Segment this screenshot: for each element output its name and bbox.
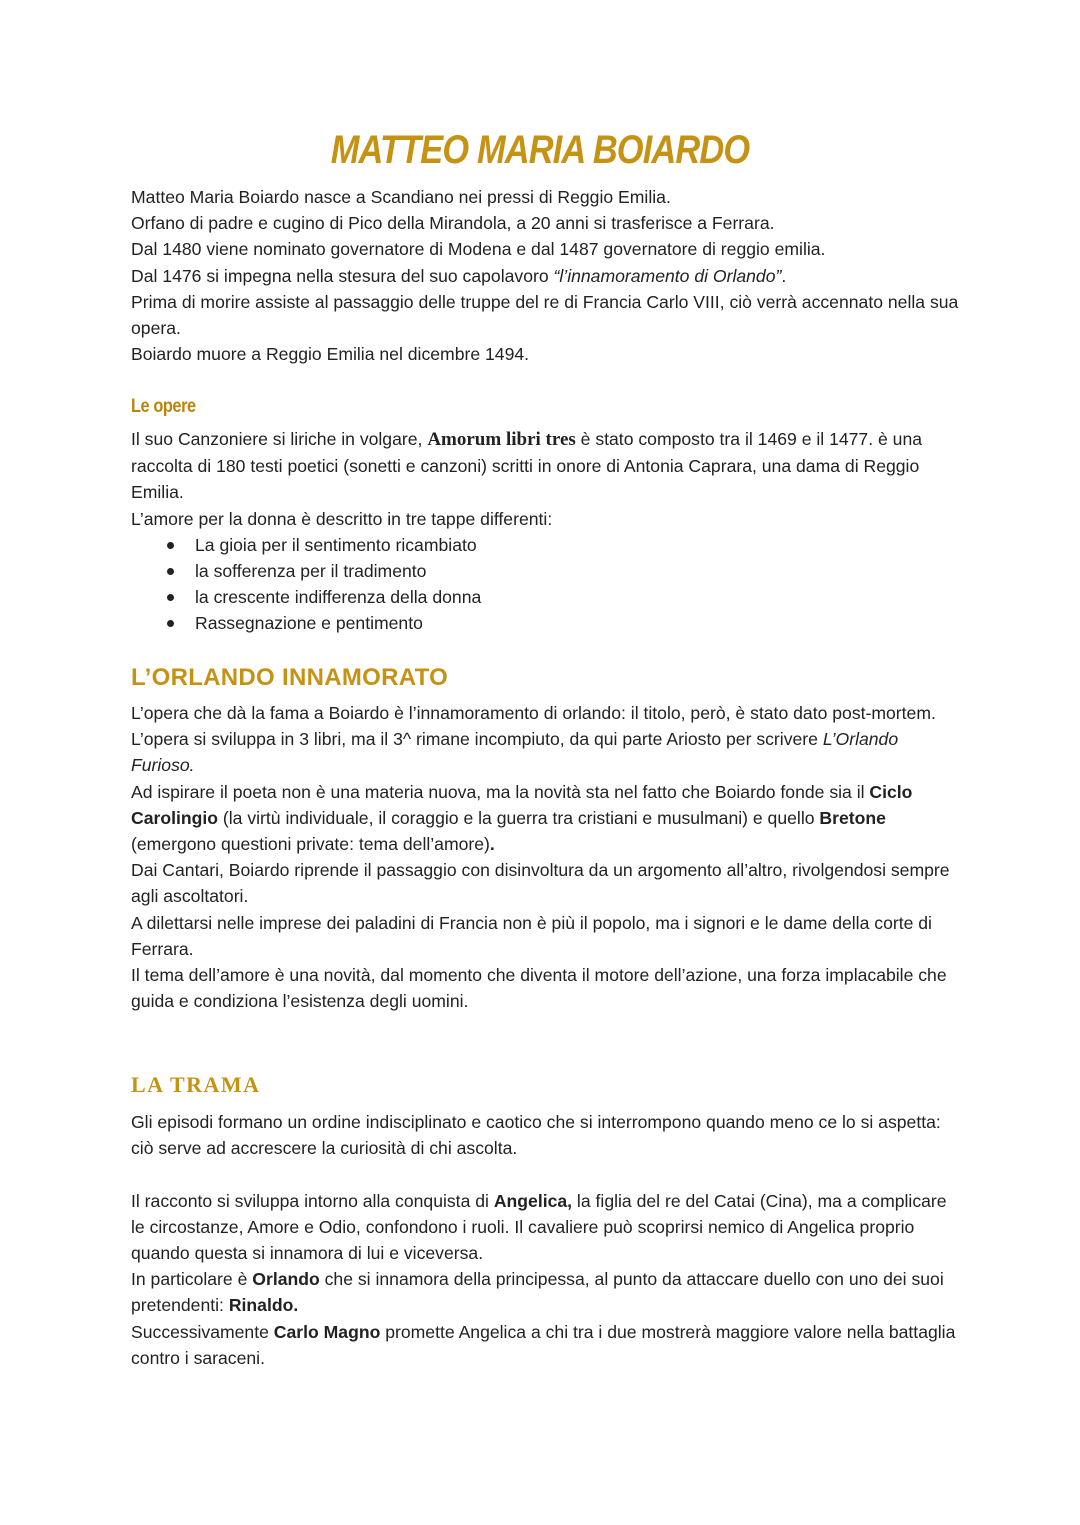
- bio-line: Matteo Maria Boiardo nasce a Scandiano nei pressi di Reggio Emilia.: [131, 187, 671, 207]
- bio-line: Boiardo muore a Reggio Emilia nel dicembre 1494.: [131, 344, 530, 365]
- paragraph: Il suo Canzoniere si liriche in volgare, Amorum libri tres è stato composto tra il 1469 e il 1477. è una raccolta di 180 testi poetici (sonetti e canzoni) scritti in onore di Antonia Caprara, una dama di Reggio Emilia.: [131, 429, 923, 503]
- bio-line: Dal 1476 si impegna nella stesura del suo capolavoro “l’innamoramento di Orlando”.: [131, 265, 787, 286]
- bullet-icon: [167, 594, 174, 601]
- paragraph: L’opera che dà la fama a Boiardo è l’innamoramento di orlando: il titolo, però, è stato dato post-mortem.: [131, 703, 936, 723]
- list-item: Rassegnazione e pentimento: [131, 610, 961, 636]
- paragraph: Il racconto si sviluppa intorno alla conquista di Angelica, la figlia del re del Catai (Cina), ma a complicare le circostanze, Amore e Odio, confondono i ruoli. Il cavaliere può scoprirsi nemico di Angelica proprio quando questa si innamora di lui e viceversa.: [131, 1190, 947, 1263]
- list-item: la sofferenza per il tradimento: [131, 558, 961, 584]
- section-heading-orlando: L’ORLANDO INNAMORATO: [131, 664, 449, 691]
- bio-line: Dal 1480 viene nominato governatore di Modena e dal 1487 governatore di reggio emilia.: [131, 239, 826, 260]
- list-item: La gioia per il sentimento ricambiato: [131, 532, 961, 558]
- paragraph: L’opera si sviluppa in 3 libri, ma il 3^ rimane incompiuto, da qui parte Ariosto per scrivere L’Orlando Furioso.: [131, 729, 899, 776]
- trama-section: [131, 1109, 961, 1371]
- work-title: L’Orlando Furioso.: [131, 729, 899, 776]
- list-item: la crescente indifferenza della donna: [131, 584, 961, 610]
- bio-section: [131, 184, 961, 367]
- work-title: “l’innamoramento di Orlando”: [553, 265, 782, 286]
- paragraph: Il tema dell’amore è una novità, dal momento che diventa il motore dell’azione, una forza implacabile che guida e condiziona l’esistenza degli uomini.: [131, 965, 947, 1012]
- paragraph: A dilettarsi nelle imprese dei paladini di Francia non è più il popolo, ma i signori e le dame della corte di Ferrara.: [131, 912, 932, 959]
- section-heading-trama: LA TRAMA: [131, 1072, 261, 1097]
- bio-line: Orfano di padre e cugino di Pico della Mirandola, a 20 anni si trasferisce a Ferrara.: [131, 213, 775, 234]
- orlando-section: [131, 700, 961, 1014]
- paragraph: Dai Cantari, Boiardo riprende il passaggio con disinvoltura da un argomento all’altro, rivolgendosi sempre agli ascoltatori.: [131, 860, 950, 907]
- paragraph: Successivamente Carlo Magno promette Angelica a chi tra i due mostrerà maggiore valore nella battaglia contro i saraceni.: [131, 1321, 956, 1368]
- work-title: Amorum libri tres: [427, 429, 576, 450]
- bullet-icon: [167, 568, 174, 575]
- paragraph-gap: [131, 1161, 961, 1187]
- bullet-icon: [167, 542, 174, 549]
- paragraph: L’amore per la donna è descritto in tre tappe differenti:: [131, 508, 553, 529]
- bio-line: Prima di morire assiste al passaggio delle truppe del re di Francia Carlo VIII, ciò verrà accennato nella sua opera.: [131, 291, 959, 339]
- opere-section: [131, 426, 961, 637]
- paragraph: In particolare è Orlando che si innamora della principessa, al punto da attaccare duello con uno dei suoi pretendenti: Rinaldo.: [131, 1269, 944, 1316]
- paragraph: Ad ispirare il poeta non è una materia nuova, ma la novità sta nel fatto che Boiardo fonde sia il Ciclo Carolingio (la virtù individuale, il coraggio e la guerra tra cristiani e musulmani) e quello Bretone (emergono questioni private: tema dell’amore).: [131, 781, 913, 855]
- bullet-icon: [167, 620, 174, 627]
- page-title: MATTEO MARIA BOIARDO: [330, 128, 750, 172]
- paragraph: Gli episodi formano un ordine indisciplinato e caotico che si interrompono quando meno ce lo si aspetta: ciò serve ad accrescere la curiosità di chi ascolta.: [131, 1112, 941, 1159]
- section-heading-opere: Le opere: [131, 396, 196, 417]
- bullet-list: [131, 532, 961, 637]
